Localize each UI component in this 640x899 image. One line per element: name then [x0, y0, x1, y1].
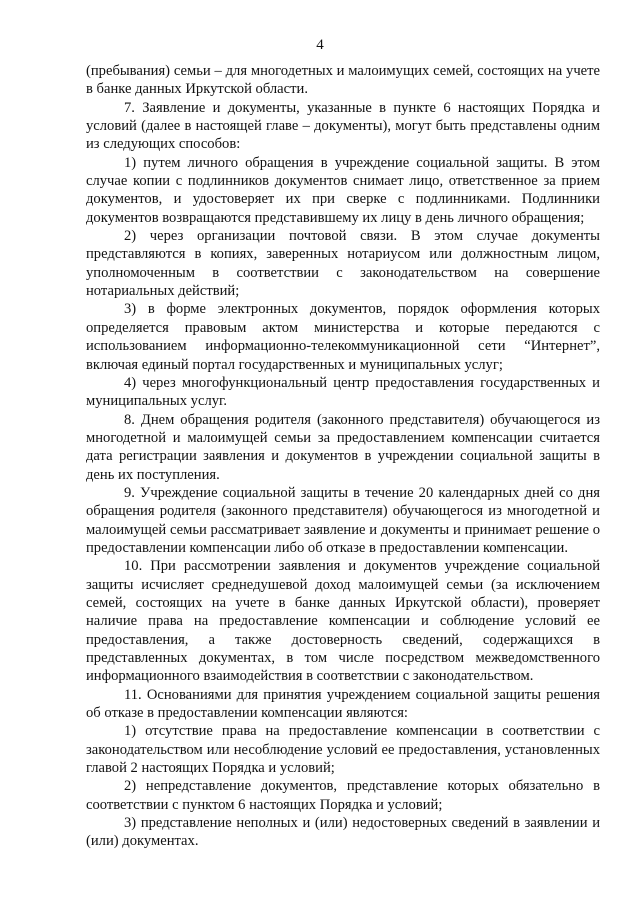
paragraph-item-7-2: 2) через организации почтовой связи. В этом случае документы представляются в копиях, заверенных нотариусом или должностным лицом, уполномоченным в соответствии с законодательством на совершение нотариальных действий; [86, 228, 600, 300]
paragraph-item-7-1: 1) путем личного обращения в учреждение социальной защиты. В этом случае копии с подлинников документов снимает лицо, ответственное за прием документов, и удостоверяет их при сверке с подлинниками. Подлинники документов возвращаются представившему их лицу в день личного обращения; [86, 154, 600, 226]
paragraph-item-11: 11. Основаниями для принятия учреждением социальной защиты решения об отказе в предоставлении компенсации являются: [86, 686, 600, 722]
paragraph-item-11-1: 1) отсутствие права на предоставление компенсации в соответствии с законодательством или несоблюдение условий ее предоставления, установленных главой 2 настоящих Порядка и условий; [86, 723, 600, 777]
page-number: 4 [316, 37, 324, 53]
paragraph-continuation: (пребывания) семьи – для многодетных и малоимущих семей, состоящих на учете в банке данных Иркутской области. [86, 63, 600, 98]
paragraph-item-7-3: 3) в форме электронных документов, порядок оформления которых определяется правовым актом министерства и которые передаются с использованием информационно-телекоммуникационной сети “Интернет”, включая единый портал государственных и муниципальных услуг; [86, 301, 600, 373]
paragraph-item-11-3: 3) представление неполных и (или) недостоверных сведений в заявлении и (или) документах. [86, 815, 600, 850]
document-body [86, 62, 600, 851]
paragraph-item-7-4: 4) через многофункциональный центр предоставления государственных и муниципальных услуг. [86, 374, 600, 410]
paragraph-item-8: 8. Днем обращения родителя (законного представителя) обучающегося из многодетной и малоимущей семьи за предоставлением компенсации считается дата регистрации заявления и документов в учреждении социальной защиты в день их поступления. [86, 411, 600, 483]
paragraph-item-7: 7. Заявление и документы, указанные в пункте 6 настоящих Порядка и условий (далее в настоящей главе – документы), могут быть представлены одним из следующих способов: [86, 99, 600, 153]
paragraph-item-11-2: 2) непредставление документов, представление которых обязательно в соответствии с пунктом 6 настоящих Порядка и условий; [86, 778, 600, 813]
paragraph-item-10: 10. При рассмотрении заявления и документов учреждение социальной защиты исчисляет среднедушевой доход малоимущей семьи (за исключением семей, состоящих на учете в банке данных Иркутской области), проверяет наличие права на предоставление компенсации и соблюдение условий ее предоставления, а также достоверность сведений, содержащихся в представленных документах, в том числе посредством межведомственного информационного взаимодействия в соответствии с законодательством. [86, 558, 600, 685]
paragraph-item-9: 9. Учреждение социальной защиты в течение 20 календарных дней со дня обращения родителя (законного представителя) обучающегося из многодетной и малоимущей семьи рассматривает заявление и документы и принимает решение о предоставлении компенсации либо об отказе в предоставлении компенсации. [86, 484, 600, 556]
